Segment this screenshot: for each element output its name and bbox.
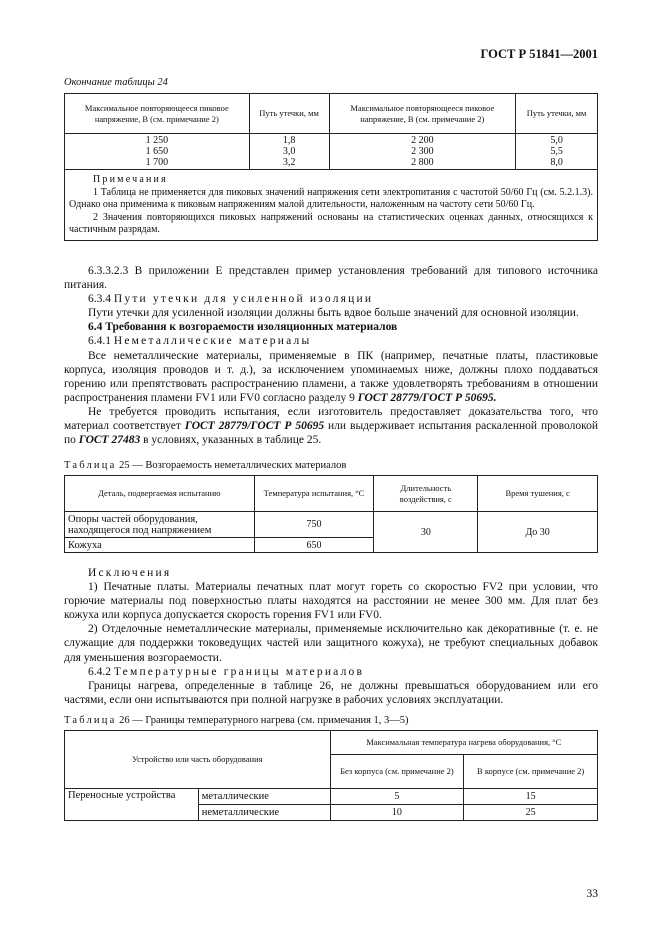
table24-cell-creepage-2: 5,0 5,5 8,0 [516,134,598,170]
section-number: 6.4.2 [88,665,111,678]
paragraph-nonmetal: Все неметаллические материалы, применяемые в ПК (например, печатные платы, пластиковые корпуса, изоляция проводов и т. д.), за исключением упоминаемых ниже, должны плохо поддаваться горению или препятствовать распространению пламени, а также удовлетворять требованиям в отношении распространения пламени FV1 или FV0 согласно разделу 9 ГОСТ 28779/ГОСТ Р 50695. [64,349,598,404]
section-title: Пути утечки для усиленной изоляции [113,293,374,306]
table24-notes [65,170,598,241]
paragraph-6-4-2 [64,665,598,679]
table25-row1-temperature: 750 [254,512,374,538]
table26-header-without-case: Без корпуса (см. примечание 2) [330,755,464,789]
table24-cell-voltage-1: 1 250 1 650 1 700 [65,134,250,170]
table26-header-in-case: В корпусе (см. примечание 2) [464,755,598,789]
section-title: Неметаллические материалы [113,335,312,348]
table26-row-metallic: металлические [198,789,330,805]
table24-header-voltage-1: Максимальное повторяющееся пиковое напряжение, В (см. примечание 2) [65,94,250,134]
text-block-1 [64,264,598,447]
table26-nonmetallic-without-case: 10 [330,805,464,821]
note-2: 2 Значения повторяющихся пиковых напряжений основаны на статистических оценках данных, относящихся к частичным разрядам. [69,211,593,235]
text-block-2 [64,566,598,707]
table25-header-part: Деталь, подвергаемая испытанию [65,476,255,512]
standard-reference: ГОСТ 27483 [78,434,141,447]
table25-row2-temperature: 650 [254,538,374,553]
exception-2: 2) Отделочные неметаллические материалы, применяемые исключительно как декоративные (т. е. не служащие для поддержки токоведущих частей или защитного кожуха), не требуют специальных добавок для уменьшения возгораемости. [64,623,598,664]
section-number: 6.4.1 [88,335,111,348]
table24-header-creepage-2: Путь утечки, мм [516,94,598,134]
table24-header-voltage-2: Максимальное повторяющееся пиковое напряжение, В (см. примечание 2) [329,94,516,134]
table26-caption: Таблица 26 — Границы температурного нагрева (см. примечания 1, 3—5) [64,715,409,726]
paragraph-6-4-1 [64,334,598,348]
section-number: 6.3.4 [88,293,111,306]
table26-row-nonmetallic: неметаллические [198,805,330,821]
paragraph-6-3-3-2-3: 6.3.3.2.3 В приложении Е представлен пример установления требований для типового источника питания. [64,265,598,292]
table25-header-duration: Длительность воздействия, с [374,476,478,512]
table25-duration: 30 [374,512,478,553]
paragraph-testing: Не требуется проводить испытания, если изготовитель предоставляет доказательства того, что материал соответствует ГОСТ 28779/ГОСТ Р 50695 или выдерживает испытания раскаленной проволокой по ГОСТ 27483 в условиях, указанных в таблице 25. [64,405,598,447]
table25-header-temperature: Температура испытания, °С [254,476,374,512]
exceptions-title: Исключения [88,567,172,579]
note-1: 1 Таблица не применяется для пиковых значений напряжения сети электропитания с частотой 50/60 Гц (см. 5.2.1.3). Однако она применима к пиковым напряжениям малой длительности, наложенным на частоту сети 50/60 Гц. [69,186,593,210]
table24-cell-creepage-1: 1,8 3,0 3,2 [249,134,329,170]
table26-header-device: Устройство или часть оборудования [65,731,331,789]
table24 [64,93,598,241]
table25-extinguish: До 30 [478,512,598,553]
table24-header-creepage-1: Путь утечки, мм [249,94,329,134]
document-code: ГОСТ Р 51841—2001 [480,47,598,61]
table26-row-portable: Переносные устройства [65,789,199,821]
table25-caption: Таблица 25 — Возгораемость неметаллических материалов [64,460,347,471]
table26-nonmetallic-in-case: 25 [464,805,598,821]
notes-title: Примечания [93,174,168,185]
table25-header-extinguish: Время тушения, с [478,476,598,512]
table26-header-max-temperature: Максимальная температура нагрева оборудования, °С [330,731,597,755]
table25-row1-part: Опоры частей оборудования, находящегося под напряжением [65,512,255,538]
heading-6-4: 6.4 Требования к возгораемости изоляционных материалов [88,321,398,334]
paragraph-6-3-4 [64,292,598,306]
table24-caption: Окончание таблицы 24 [64,77,168,88]
table24-cell-voltage-2: 2 200 2 300 2 800 [329,134,516,170]
table26-metallic-without-case: 5 [330,789,464,805]
section-title: Температурные границы материалов [113,665,365,678]
table25 [64,475,598,553]
page-number: 33 [586,888,598,900]
table25-row2-part: Кожуха [65,538,255,553]
table26 [64,730,598,821]
paragraph-reinforced: Пути утечки для усиленной изоляции должны быть вдвое больше значений для основной изоляции. [88,307,579,320]
standard-reference: ГОСТ 28779/ГОСТ Р 50695. [357,391,497,404]
paragraph-heating-limits: Границы нагрева, определенные в таблице 26, не должны превышаться оборудованием или его частями, если они испытываются при полной нагрузке в рабочих условиях эксплуатации. [64,679,598,706]
standard-reference: ГОСТ 28779/ГОСТ Р 50695 [184,420,325,433]
table26-metallic-in-case: 15 [464,789,598,805]
exception-1: 1) Печатные платы. Материалы печатных плат могут гореть со скоростью FV2 при условии, что горючие материалы под поверхностью платы находятся на расстоянии не менее 300 мм. Для плат без кожуха или корпуса допускается скорость горения FV1 или FV0. [64,581,598,622]
